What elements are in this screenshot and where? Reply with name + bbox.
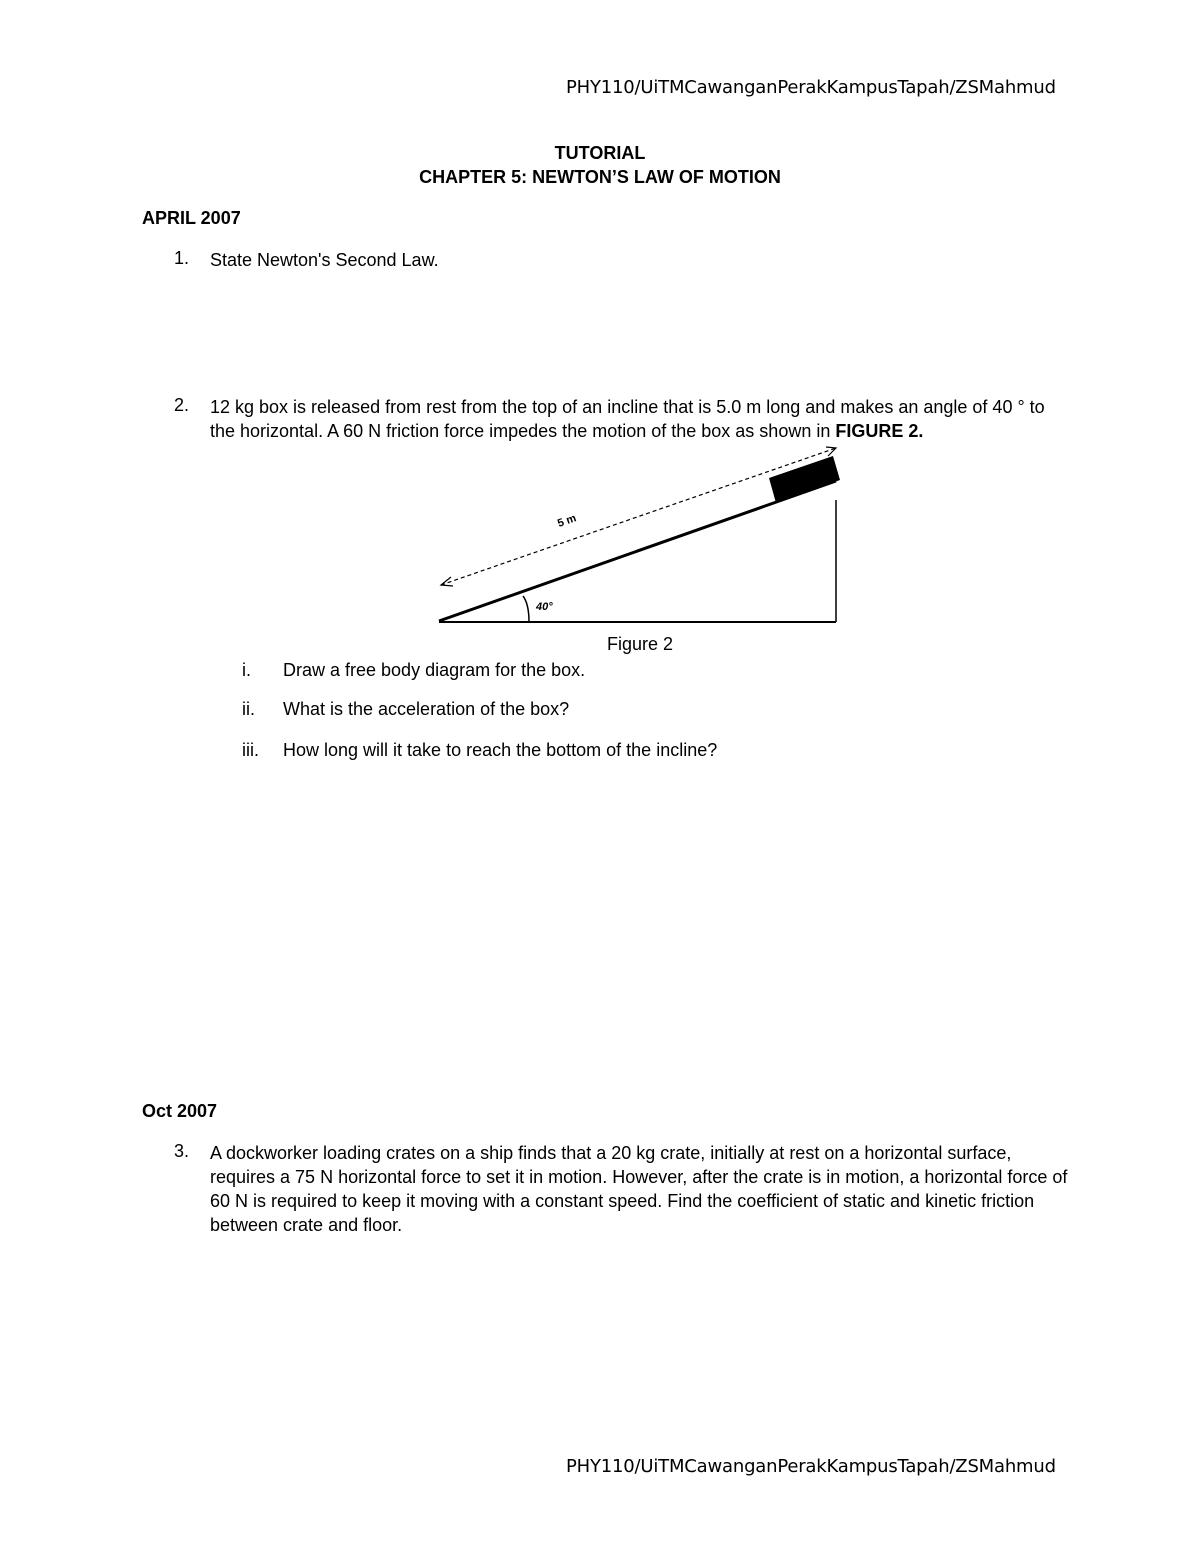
subquestion-ii-text: What is the acceleration of the box? — [283, 699, 570, 719]
subquestion-i-number: i. — [242, 660, 251, 680]
question-2-body: 12 kg box is released from rest from the top of an incline that is 5.0 m long and makes an angle of 40 ° to the horizontal. A 60 N friction force impedes the motion of the box as shown in — [210, 397, 1045, 441]
question-1-number: 1. — [174, 248, 190, 268]
incline-figure — [0, 0, 1200, 640]
angle-label: 40° — [536, 601, 553, 613]
chapter-title: CHAPTER 5: NEWTON’S LAW OF MOTION — [419, 167, 781, 187]
figure-caption: Figure 2 — [606, 634, 674, 654]
page-header: PHY110/UiTMCawanganPerakKampusTapah/ZSMahmud — [566, 77, 1056, 98]
subquestion-iii-number: iii. — [242, 740, 259, 760]
section-heading-oct-2007: Oct 2007 — [142, 1101, 218, 1121]
length-arrow — [441, 448, 836, 585]
document-title: TUTORIAL — [554, 143, 646, 163]
section-heading-april-2007: APRIL 2007 — [142, 208, 241, 228]
question-1-text: State Newton's Second Law. — [210, 250, 439, 270]
question-3-number: 3. — [174, 1141, 190, 1161]
subquestion-ii-number: ii. — [242, 699, 255, 719]
figure-reference: FIGURE 2. — [835, 421, 924, 441]
question-2-number: 2. — [174, 395, 190, 415]
box — [769, 456, 840, 503]
length-label: 5 m — [556, 512, 578, 530]
page-footer: PHY110/UiTMCawanganPerakKampusTapah/ZSMahmud — [566, 1456, 1056, 1477]
subquestion-iii-text: How long will it take to reach the bottom of the incline? — [283, 740, 718, 760]
subquestion-i-text: Draw a free body diagram for the box. — [283, 660, 586, 680]
angle-arc — [523, 596, 529, 622]
question-3-text: A dockworker loading crates on a ship finds that a 20 kg crate, initially at rest on a horizontal surface, requires a 75 N horizontal force to set it in motion. However, after the crate is in motion, a horizontal force of 60 N is required to keep it moving with a constant speed. Find the coefficient of static and kinetic friction between crate and floor. — [210, 1143, 1068, 1235]
